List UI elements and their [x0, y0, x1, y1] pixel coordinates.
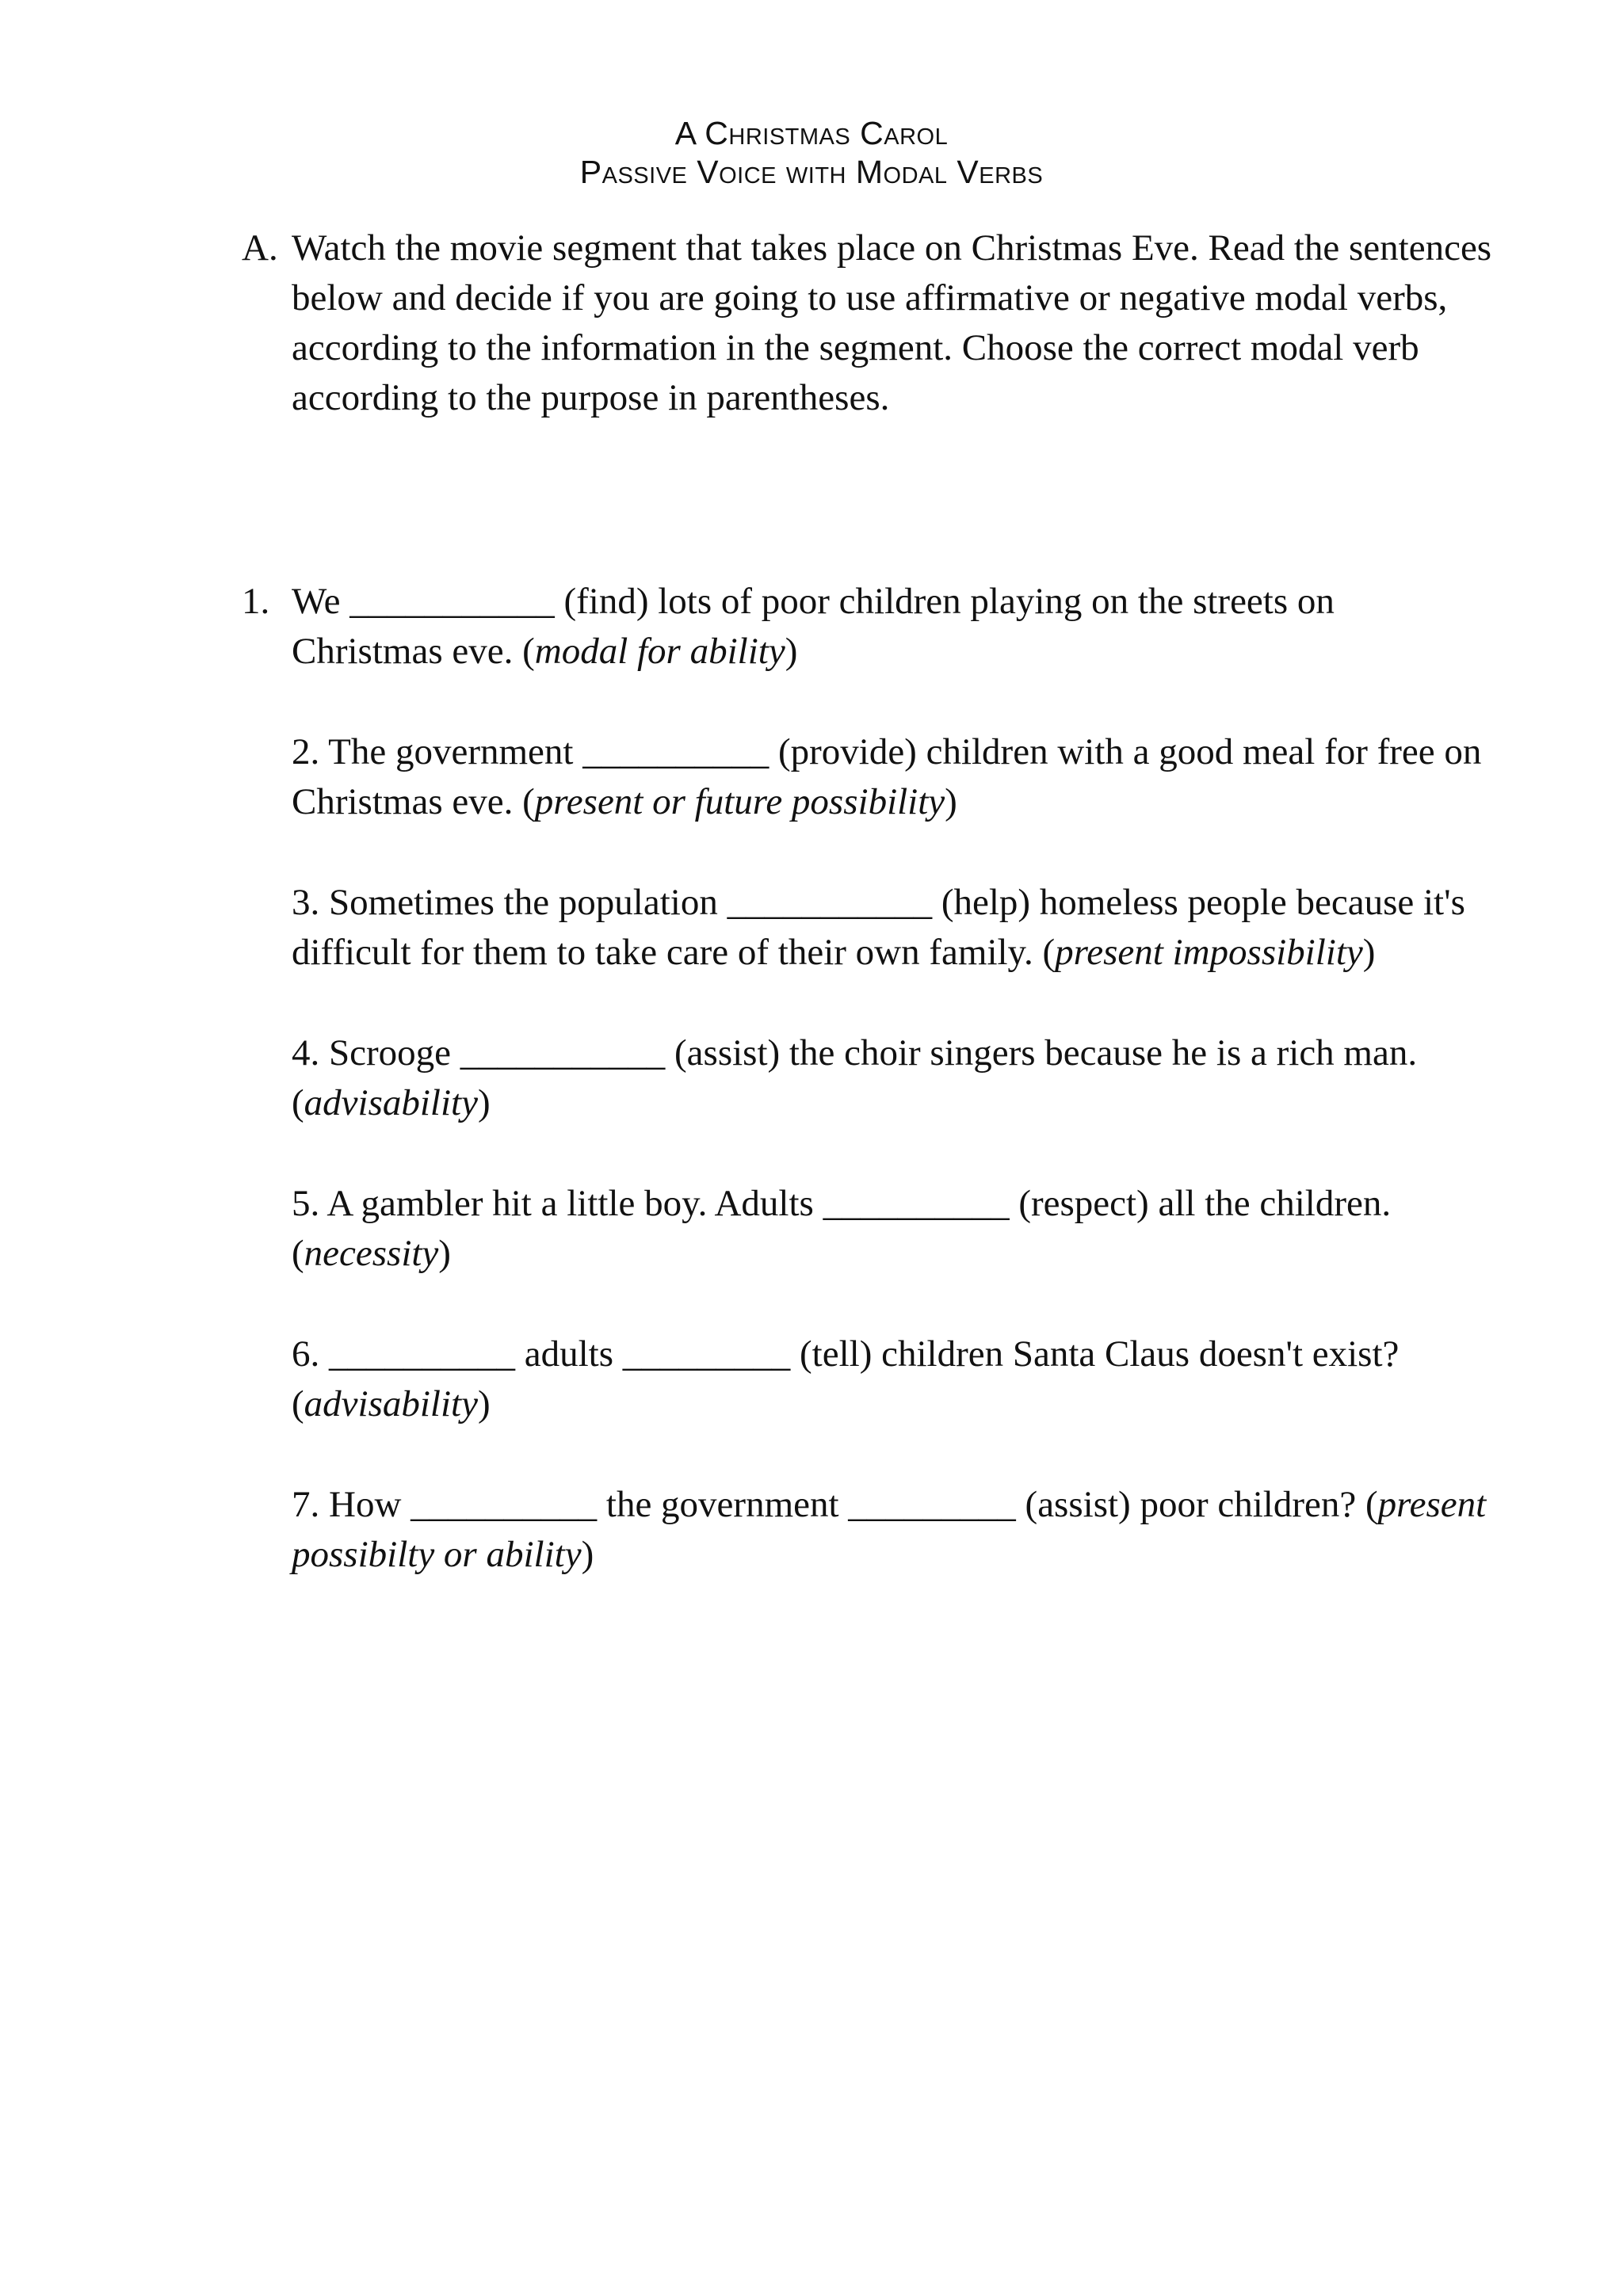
exercise-item-text: 2. The government __________ (provide) children with a good meal for free on Christmas eve. (: [292, 731, 1482, 822]
exercise-item-7: [292, 1480, 1494, 1580]
exercise-item-1: [242, 577, 1494, 677]
exercise-item-text: 4. Scrooge ___________ (assist) the choir singers because he is a rich man. (: [292, 1032, 1418, 1123]
exercise-item-text: 3. Sometimes the population ___________ (help) homeless people because it's difficult for them to take care of their own family. (: [292, 882, 1465, 973]
title-line-2: Passive Voice with Modal Verbs: [579, 154, 1044, 190]
exercise-item-text: We ___________ (find) lots of poor children playing on the streets on Christmas eve. (: [292, 581, 1335, 672]
exercise-item-3: [292, 878, 1494, 978]
exercise-item-text: 6. __________ adults _________ (tell) children Santa Claus doesn't exist? (: [292, 1333, 1400, 1425]
exercise-item-6: [292, 1329, 1494, 1429]
exercise-item-close: ): [785, 631, 798, 672]
instructions-text: Watch the movie segment that takes place on Christmas Eve. Read the sentences below and decide if you are going to use affirmative or negative modal verbs, according to the information in the segment. Choose the correct modal verb according to the purpose in parentheses.: [292, 227, 1492, 418]
exercise-item-purpose: advisability: [304, 1082, 478, 1123]
worksheet-title: [0, 114, 1623, 192]
exercise-item-text: 7. How __________ the government _________ (assist) poor children? (: [292, 1484, 1378, 1525]
exercise-item-close: ): [477, 1082, 491, 1123]
exercise-item-close: ): [477, 1383, 491, 1425]
exercise-item-purpose: necessity: [304, 1233, 439, 1274]
exercise-item-number: 1.: [242, 581, 270, 622]
exercise-item-close: ): [581, 1534, 594, 1575]
exercise-item-2: [292, 727, 1494, 827]
exercise-item-purpose: modal for ability: [534, 631, 785, 672]
exercise-list: [242, 577, 1494, 1630]
exercise-item-text: 5. A gambler hit a little boy. Adults __________ (respect) all the children. (: [292, 1183, 1392, 1274]
exercise-item-5: [292, 1179, 1494, 1279]
exercise-item-purpose: present or future possibility: [534, 781, 945, 822]
exercise-item-4: [292, 1028, 1494, 1128]
instructions-marker: A.: [242, 227, 278, 269]
exercise-item-close: ): [945, 781, 957, 822]
exercise-item-close: ): [438, 1233, 451, 1274]
exercise-item-close: ): [1362, 932, 1376, 973]
exercise-item-purpose: present possibilty or ability: [292, 1484, 1487, 1575]
exercise-item-purpose: advisability: [304, 1383, 478, 1425]
exercise-item-purpose: present impossibility: [1055, 932, 1363, 973]
instructions: [242, 223, 1494, 423]
title-line-1: A Christmas Carol: [674, 115, 949, 151]
